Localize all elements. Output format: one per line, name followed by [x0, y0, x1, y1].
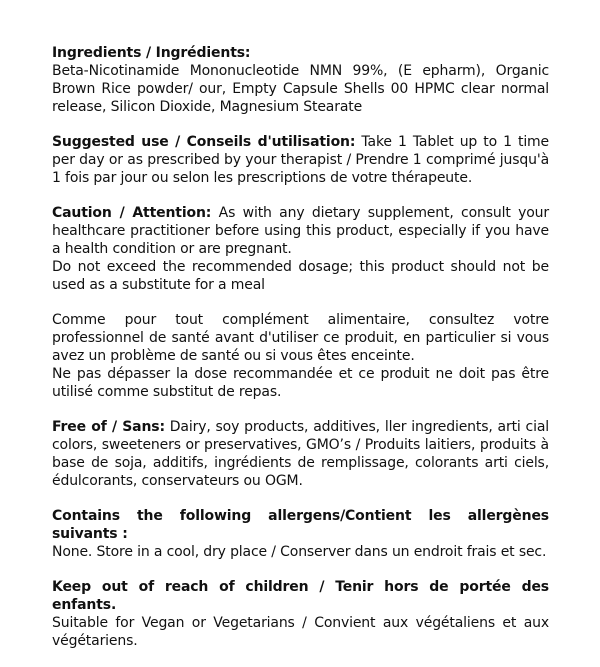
children-heading: Keep out of reach of children / Tenir hors de portée des enfants. — [52, 579, 549, 613]
allergens-section — [52, 507, 549, 561]
caution-french-dosage-text: Ne pas dépasser la dose recommandée et ce produit ne doit pas être utilisé comme substitut de repas. — [52, 366, 549, 400]
caution-text: As with any dietary supplement, consult your healthcare practitioner before using this product, especially if you have a health condition or are pregnant. — [52, 205, 549, 257]
product-label-text — [52, 44, 549, 667]
children-section — [52, 578, 549, 650]
free-of-section — [52, 418, 549, 490]
allergens-heading: Contains the following allergens/Contient les allergènes suivants : — [52, 508, 549, 542]
free-of-heading: Free of / Sans: — [52, 419, 165, 435]
suggested-use-heading: Suggested use / Conseils d'utilisation: — [52, 134, 356, 150]
suggested-use-section — [52, 133, 549, 187]
ingredients-section — [52, 44, 549, 116]
caution-french-section — [52, 311, 549, 401]
children-text: Suitable for Vegan or Vegetarians / Convient aux végétaliens et aux végétariens. — [52, 615, 549, 649]
free-of-text: Dairy, soy products, additives, ller ingredients, arti cial colors, sweeteners or preservatives, GMO’s / Produits laitiers, produits à base de soja, additifs, ingrédients de remplissage, colorants arti ciels, édulcorants, conservateurs ou OGM. — [52, 419, 550, 489]
caution-heading: Caution / Attention: — [52, 205, 212, 221]
caution-french-text: Comme pour tout complément alimentaire, consultez votre professionnel de santé avant d'utiliser ce produit, en particulier si vous avez un problème de santé ou si vous êtes enceinte. — [52, 312, 549, 364]
allergens-text: None. Store in a cool, dry place / Conserver dans un endroit frais et sec. — [52, 544, 547, 560]
caution-section — [52, 204, 549, 294]
ingredients-text: Beta-Nicotinamide Mononucleotide NMN 99%, (E epharm), Organic Brown Rice powder/ our, Empty Capsule Shells 00 HPMC clear normal release, Silicon Dioxide, Magnesium Stearate — [52, 63, 549, 115]
caution-dosage-text: Do not exceed the recommended dosage; this product should not be used as a substitute for a meal — [52, 259, 549, 293]
ingredients-heading: Ingredients / Ingrédients: — [52, 45, 251, 61]
suggested-use-text: Take 1 Tablet up to 1 time per day or as prescribed by your therapist / Prendre 1 comprimé jusqu'à 1 fois par jour ou selon les prescriptions de votre thérapeute. — [52, 134, 550, 186]
